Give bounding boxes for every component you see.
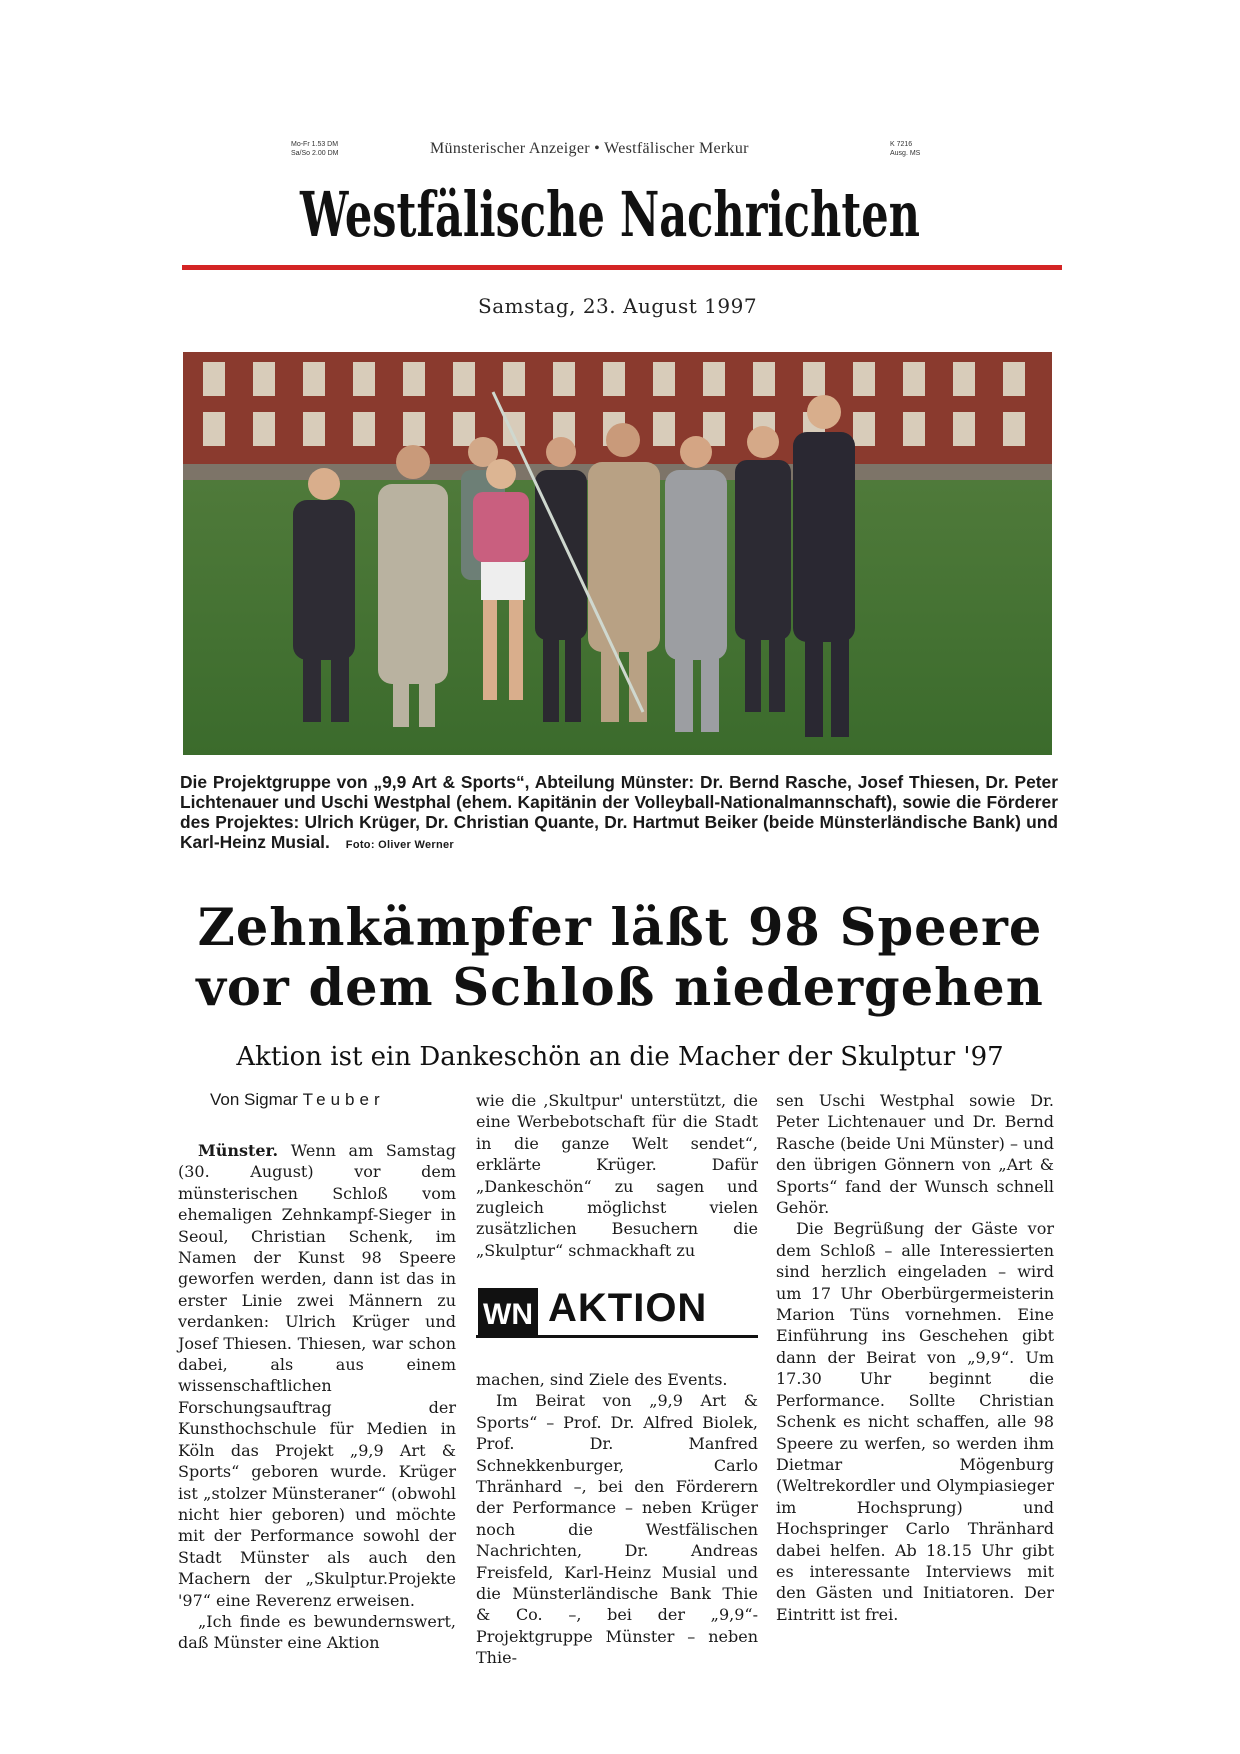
caption-text: Die Projektgruppe von „9,9 Art & Sports“, Abteilung Münster: Dr. Bernd Rasche, Josef Thiesen, Dr. Peter Lichtenauer und Uschi Westphal (ehem. Kapitänin der Volleyball-Nationalmannschaft), sowie die Förderer des Projektes: Ulrich Krüger, Dr. Christian Quante, Dr. Hartmut Beiker (beide Münsterländische Bank) und Karl-Heinz Musial.	[180, 772, 1058, 852]
article-column-3	[776, 1090, 1054, 1625]
publications-line: Münsterischer Anzeiger • Westfälischer Merkur	[430, 140, 749, 157]
column-3-paragraph-2: Die Begrüßung der Gäste vor dem Schloß – alle Interessierten sind herzlich eingeladen – wird um 17 Uhr Oberbürgermeisterin Marion Tüns vornehmen. Eine Einführung ins Geschehen gibt dann der Beirat von „9,9“. Um 17.30 Uhr beginnt die Performance. Sollte Christian Schenk es nicht schaffen, alle 98 Speere zu werfen, so werden ihm Dietmar Mögenburg (Weltrekordler und Olympiasieger im Hochsprung) und Hochspringer Carlo Thränhard dabei helfen. Ab 18.15 Uhr gibt es interessante Interviews mit den Gästen und Initiatoren. Der Eintritt ist frei.	[776, 1219, 1054, 1624]
photo-caption	[180, 772, 1058, 855]
headline-line-1: Zehnkämpfer läßt 98 Speere	[197, 898, 1043, 958]
wn-logo-text: WN	[483, 1298, 533, 1331]
group-photo	[183, 352, 1052, 755]
column-3-paragraph-1: sen Uschi Westphal sowie Dr. Peter Lichtenauer und Dr. Bernd Rasche (beide Uni Münster) – und den übrigen Gönnern von „Art & Sports“ fand der Wunsch schnell Gehör.	[776, 1091, 1054, 1218]
masthead-logo	[290, 172, 930, 254]
byline-prefix: Von Sigmar	[210, 1090, 298, 1109]
masthead-title: Westfälische Nachrichten	[299, 178, 920, 251]
byline-author: Teuber	[302, 1090, 385, 1109]
edition-code: K 7216	[890, 141, 913, 148]
subheadline: Aktion ist ein Dankeschön an die Macher der Skulptur '97	[236, 1042, 1004, 1072]
wn-logo-icon	[478, 1288, 538, 1336]
price-line-2: Sa/So 2.00 DM	[291, 150, 339, 157]
byline	[210, 1090, 385, 1110]
article-column-2-bottom	[476, 1369, 758, 1669]
column-2-paragraph-1: wie die ‚Skultpur' unterstützt, die eine Werbebotschaft für die Stadt in die ganze Welt sendet“, erklärte Krüger. Dafür „Dankeschön“ zu sagen und zugleich möglichst vielen zusätzlichen Besuchern die „Skulptur“ schmackhaft zu	[476, 1091, 758, 1260]
headline	[150, 898, 1090, 1018]
group-photo-image	[183, 352, 1052, 755]
column-1-paragraph-2: „Ich finde es bewundernswert, daß Münster eine Aktion	[178, 1611, 456, 1653]
headline-line-2: vor dem Schloß niedergehen	[196, 958, 1044, 1018]
photo-credit: Foto: Oliver Werner	[345, 839, 454, 851]
article-column-2-top	[476, 1090, 758, 1261]
edition-name: Ausg. MS	[890, 150, 921, 157]
aktion-box	[476, 1282, 758, 1338]
column-2-paragraph-2: machen, sind Ziele des Events.	[476, 1370, 728, 1389]
header-rule	[182, 265, 1062, 270]
price-line-1: Mo-Fr 1.53 DM	[291, 141, 339, 148]
dateline: Münster.	[198, 1141, 279, 1160]
article-column-1	[178, 1140, 456, 1654]
column-2-paragraph-3: Im Beirat von „9,9 Art & Sports“ – Prof. Dr. Alfred Biolek, Prof. Dr. Manfred Schnekkenburger, Carlo Thränhard –, bei den Förderern der Performance – neben Krüger noch die Westfälischen Nachrichten, Dr. Andreas Freisfeld, Karl-Heinz Musial und die Münsterländische Bank Thie & Co. –, bei der „9,9“-Projektgruppe Münster – neben Thie-	[476, 1391, 758, 1668]
issue-date: Samstag, 23. August 1997	[478, 294, 758, 318]
column-1-paragraph-1: Wenn am Samstag (30. August) vor dem münsterischen Schloß vom ehemaligen Zehnkampf-Sieger in Seoul, Christian Schenk, im Namen der Kunst 98 Speere geworfen werden, dann ist das in erster Linie zwei Männern zu verdanken: Ulrich Krüger und Josef Thiesen. Thiesen, war schon dabei, als aus einem wissenschaftlichen Forschungsauftrag der Kunsthochschule für Medien in Köln das Projekt „9,9 Art & Sports“ geboren wurde. Krüger ist „stolzer Münsteraner“ (obwohl nicht hier geboren) und möchte mit der Performance sowohl der Stadt Münster als auch den Machern der „Skulptur.Projekte '97“ eine Reverenz erweisen.	[178, 1141, 456, 1610]
aktion-label: AKTION	[548, 1286, 708, 1330]
aktion-rule	[476, 1335, 758, 1338]
